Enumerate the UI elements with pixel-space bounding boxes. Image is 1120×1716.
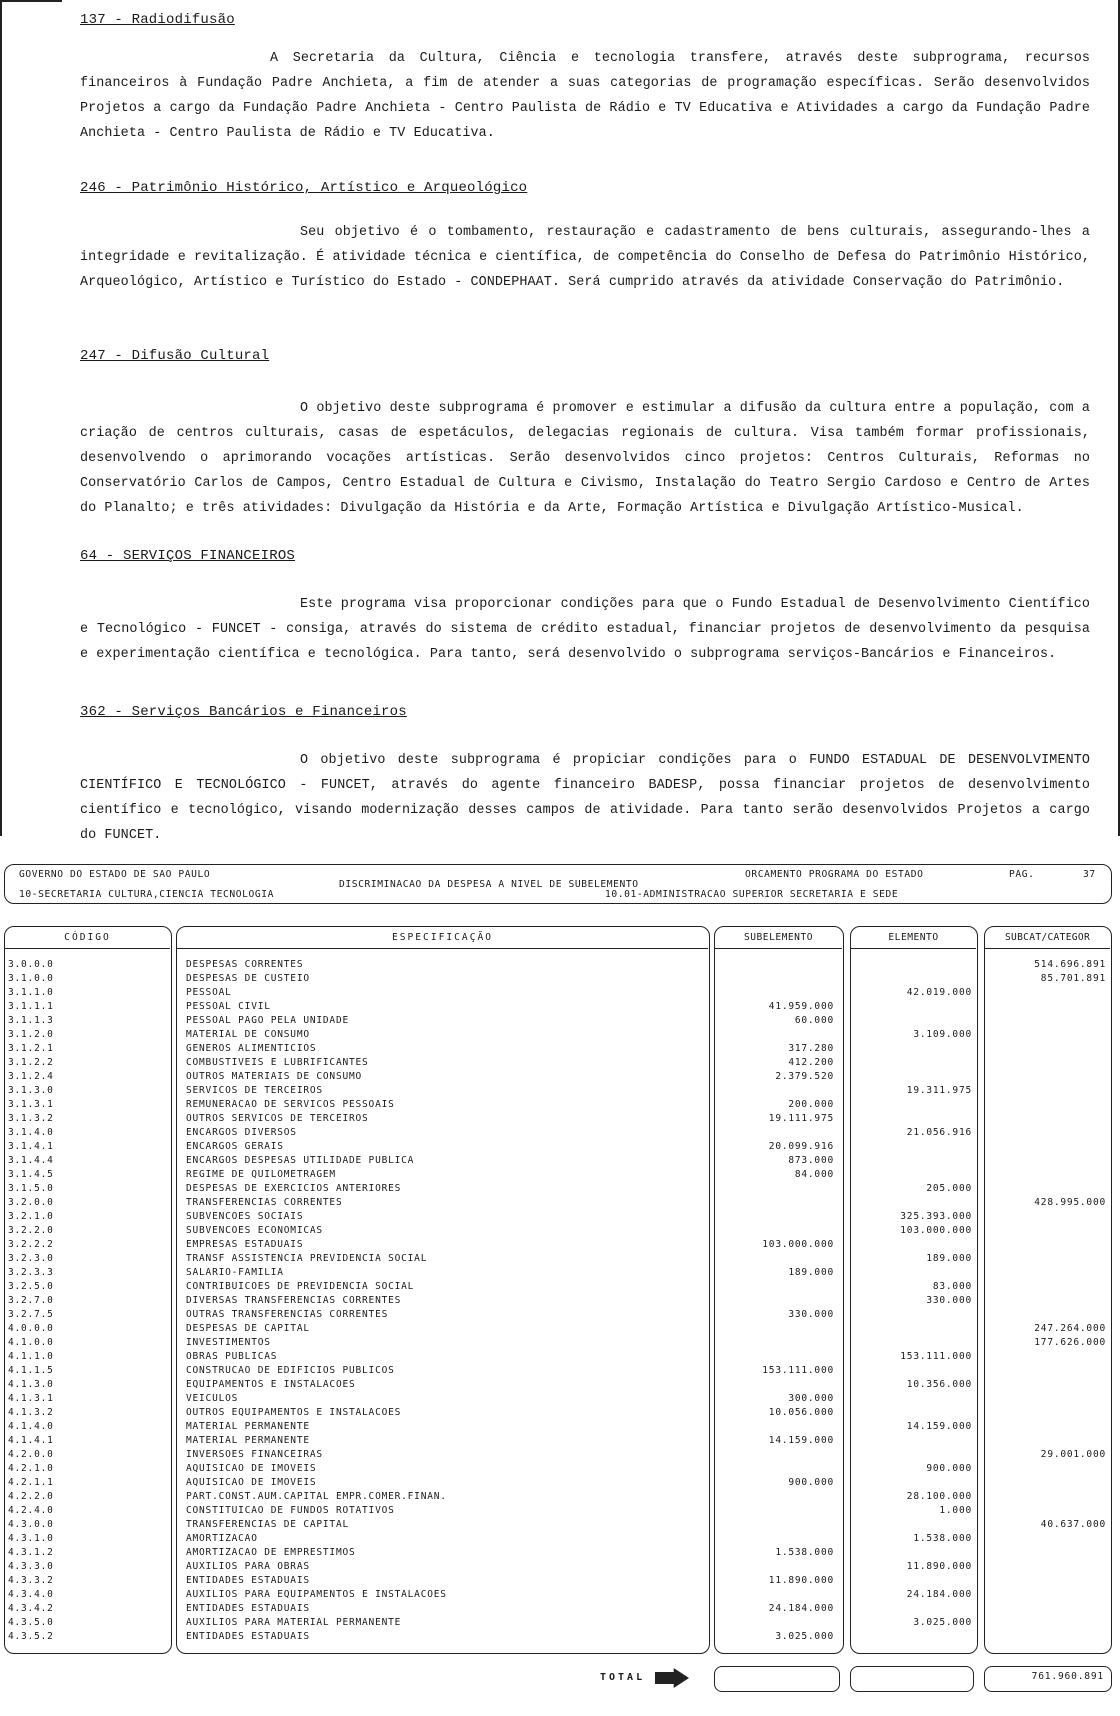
row-code: 3.2.3.3 [8,1267,54,1278]
row-code: 3.2.2.0 [8,1225,54,1236]
row-specification: MATERIAL DE CONSUMO [186,1029,310,1040]
table-row [4,972,1112,986]
row-specification: TRANSF ASSISTENCIA PREVIDENCIA SOCIAL [186,1253,428,1264]
row-specification: OUTROS SERVICOS DE TERCEIROS [186,1113,369,1124]
row-specification: CONSTITUICAO DE FUNDOS ROTATIVOS [186,1505,395,1516]
row-specification: COMBUSTIVEIS E LUBRIFICANTES [186,1057,369,1068]
row-specification: CONSTRUCAO DE EDIFICIOS PUBLICOS [186,1365,395,1376]
row-specification: AMORTIZACAO [186,1533,258,1544]
header-unit: 10.01-ADMINISTRACAO SUPERIOR SECRETARIA E SEDE [605,889,899,900]
table-row [4,1098,1112,1112]
table-row [4,1392,1112,1406]
row-code: 4.1.4.1 [8,1435,54,1446]
row-subelemento: 412.200 [788,1057,834,1068]
row-subelemento: 60.000 [794,1015,834,1026]
row-code: 4.1.1.0 [8,1351,54,1362]
table-row [4,1280,1112,1294]
row-code: 3.1.3.2 [8,1113,54,1124]
table-row [4,1504,1112,1518]
row-specification: PESSOAL PAGO PELA UNIDADE [186,1015,349,1026]
row-specification: ENCARGOS DIVERSOS [186,1127,297,1138]
table-row [4,1336,1112,1350]
row-code: 4.2.4.0 [8,1505,54,1516]
row-subelemento: 3.025.000 [775,1631,834,1642]
table-row [4,958,1112,972]
row-code: 3.1.2.2 [8,1057,54,1068]
row-specification: ENTIDADES ESTADUAIS [186,1631,310,1642]
column-header-elemento: ELEMENTO [851,927,976,949]
table-row [4,1042,1112,1056]
row-elemento: 11.890.000 [906,1561,972,1572]
table-row [4,1602,1112,1616]
row-specification: REMUNERACAO DE SERVICOS PESSOAIS [186,1099,395,1110]
row-specification: SUBVENCOES SOCIAIS [186,1211,304,1222]
row-code: 4.1.3.0 [8,1379,54,1390]
row-code: 3.1.2.4 [8,1071,54,1082]
row-code: 3.1.1.3 [8,1015,54,1026]
row-elemento: 189.000 [926,1253,972,1264]
row-specification: DESPESAS DE CUSTEIO [186,973,310,984]
row-specification: OUTROS EQUIPAMENTOS E INSTALACOES [186,1407,402,1418]
row-code: 4.3.3.0 [8,1561,54,1572]
row-code: 4.2.1.0 [8,1463,54,1474]
row-code: 4.3.1.0 [8,1533,54,1544]
row-elemento: 21.056.916 [906,1127,972,1138]
total-subelemento-box [714,1666,840,1692]
row-specification: ENTIDADES ESTADUAIS [186,1575,310,1586]
row-specification: DIVERSAS TRANSFERENCIAS CORRENTES [186,1295,402,1306]
section-paragraph-362: O objetivo deste subprograma é propiciar condições para o FUNDO ESTADUAL DE DESENVOLVIMENTO CIENTÍFICO E TECNOLÓGICO - FUNCET, através do agente financeiro BADESP, possa financiar projetos de desenvolvimento científico e tecnológico, visando modernização desses campos de atividade. Para tanto serão desenvolvidos Projetos a cargo do FUNCET. [80,753,1090,843]
row-subcat: 514.696.891 [1034,959,1106,970]
row-code: 3.1.3.1 [8,1099,54,1110]
table-row [4,1364,1112,1378]
section-heading-64: 64 - SERVIÇOS FINANCEIROS [80,548,296,564]
table-row [4,1308,1112,1322]
table-row [4,1210,1112,1224]
row-specification: INVESTIMENTOS [186,1337,271,1348]
table-row [4,1154,1112,1168]
row-specification: OUTRAS TRANSFERENCIAS CORRENTES [186,1309,389,1320]
row-subelemento: 84.000 [794,1169,834,1180]
row-subcat: 247.264.000 [1034,1323,1106,1334]
row-code: 3.1.3.0 [8,1085,54,1096]
table-row [4,1588,1112,1602]
table-row [4,1532,1112,1546]
table-row [4,1168,1112,1182]
row-code: 3.1.2.1 [8,1043,54,1054]
table-row [4,1252,1112,1266]
header-page-number: 37 [1083,869,1096,880]
column-header-code: CÓDIGO [5,927,170,949]
row-specification: PART.CONST.AUM.CAPITAL EMPR.COMER.FINAN. [186,1491,447,1502]
row-code: 4.3.3.2 [8,1575,54,1586]
row-specification: EMPRESAS ESTADUAIS [186,1239,304,1250]
total-elemento-box [850,1666,974,1692]
row-specification: AUXILIOS PARA EQUIPAMENTOS E INSTALACOES [186,1589,447,1600]
row-subcat: 29.001.000 [1040,1449,1106,1460]
row-subelemento: 10.056.000 [768,1407,834,1418]
table-row [4,1546,1112,1560]
row-code: 3.2.3.0 [8,1253,54,1264]
column-header-subcat: SUBCAT/CATEGOR [985,927,1110,949]
row-specification: SERVICOS DE TERCEIROS [186,1085,323,1096]
row-elemento: 325.393.000 [900,1211,972,1222]
section-paragraph-247: O objetivo deste subprograma é promover e estimular a difusão da cultura entre a população, com a criação de centros culturais, casas de espetáculos, delegacias regionais de cultura. Visa também formar profissionais, desenvolvendo o aprimorando vocações artísticas. Serão desenvolvidos cinco projetos: Centros Culturais, Reformas no Conservatório Carlos de Campos, Centro Estadual de Cultura e Civismo, Instalação do Teatro Sergio Cardoso e Centro de Artes do Planalto; e três atividades: Divulgação da História e da Arte, Formação Artística e Divulgação Artístico-Musical. [80,401,1090,516]
row-specification: ENCARGOS DESPESAS UTILIDADE PUBLICA [186,1155,415,1166]
table-row [4,1070,1112,1084]
row-specification: AQUISICAO DE IMOVEIS [186,1477,317,1488]
row-specification: AMORTIZACAO DE EMPRESTIMOS [186,1547,356,1558]
row-code: 4.1.3.2 [8,1407,54,1418]
row-specification: TRANSFERENCIAS DE CAPITAL [186,1519,349,1530]
row-specification: SALARIO-FAMILIA [186,1267,284,1278]
row-code: 4.1.1.5 [8,1365,54,1376]
row-code: 3.2.7.5 [8,1309,54,1320]
row-code: 3.1.4.1 [8,1141,54,1152]
row-specification: DESPESAS CORRENTES [186,959,304,970]
row-code: 4.1.0.0 [8,1337,54,1348]
row-code: 3.1.0.0 [8,973,54,984]
table-row [4,1322,1112,1336]
row-code: 4.1.4.0 [8,1421,54,1432]
row-code: 3.2.1.0 [8,1211,54,1222]
row-specification: INVERSOES FINANCEIRAS [186,1449,323,1460]
row-subelemento: 300.000 [788,1393,834,1404]
row-specification: TRANSFERENCIAS CORRENTES [186,1197,343,1208]
table-row [4,1350,1112,1364]
row-elemento: 153.111.000 [900,1351,972,1362]
header-budget-title: ORCAMENTO PROGRAMA DO ESTADO [745,869,924,880]
row-code: 3.1.1.1 [8,1001,54,1012]
row-code: 4.3.4.2 [8,1603,54,1614]
header-government: GOVERNO DO ESTADO DE SAO PAULO [19,869,211,880]
row-subelemento: 14.159.000 [768,1435,834,1446]
row-code: 3.1.4.5 [8,1169,54,1180]
row-code: 3.1.4.0 [8,1127,54,1138]
row-code: 4.3.5.0 [8,1617,54,1628]
row-code: 3.2.7.0 [8,1295,54,1306]
table-row [4,1616,1112,1630]
row-subelemento: 24.184.000 [768,1603,834,1614]
table-row [4,1126,1112,1140]
row-code: 4.3.0.0 [8,1519,54,1530]
row-specification: ENCARGOS GERAIS [186,1141,284,1152]
row-specification: EQUIPAMENTOS E INSTALACOES [186,1379,356,1390]
table-row [4,1462,1112,1476]
row-code: 4.0.0.0 [8,1323,54,1334]
row-specification: SUBVENCOES ECONOMICAS [186,1225,323,1236]
expense-table [4,926,1112,1654]
row-specification: DESPESAS DE EXERCICIOS ANTERIORES [186,1183,402,1194]
table-row [4,1560,1112,1574]
row-subcat: 177.626.000 [1034,1337,1106,1348]
section-paragraph-246: Seu objetivo é o tombamento, restauração e cadastramento de bens culturais, assegurando-lhes a integridade e revitalização. É atividade técnica e científica, de competência do Conselho de Defesa do Patrimônio Histórico, Arqueológico, Artístico e Turístico do Estado - CONDEPHAAT. Será cumprido através da atividade Conservação do Patrimônio. [80,225,1090,290]
total-label: TOTAL [600,1672,646,1683]
table-row [4,1448,1112,1462]
table-row [4,1196,1112,1210]
row-code: 3.2.2.2 [8,1239,54,1250]
row-elemento: 3.109.000 [913,1029,972,1040]
row-subelemento: 153.111.000 [762,1365,834,1376]
row-specification: CONTRIBUICOES DE PREVIDENCIA SOCIAL [186,1281,415,1292]
row-specification: DESPESAS DE CAPITAL [186,1323,310,1334]
typed-page [0,0,1120,843]
row-specification: PESSOAL CIVIL [186,1001,271,1012]
table-row [4,1238,1112,1252]
row-subelemento: 20.099.916 [768,1141,834,1152]
table-row [4,1630,1112,1644]
table-row [4,1084,1112,1098]
table-row [4,1406,1112,1420]
table-row [4,1490,1112,1504]
header-secretaria: 10-SECRETARIA CULTURA,CIENCIA TECNOLOGIA [19,889,275,900]
row-subelemento: 2.379.520 [775,1071,834,1082]
row-subcat: 428.995.000 [1034,1197,1106,1208]
row-code: 3.0.0.0 [8,959,54,970]
printout-header [4,864,1112,904]
table-row [4,1518,1112,1532]
row-subelemento: 19.111.975 [768,1113,834,1124]
table-row [4,1140,1112,1154]
row-subelemento: 317.280 [788,1043,834,1054]
row-elemento: 205.000 [926,1183,972,1194]
row-code: 4.1.3.1 [8,1393,54,1404]
row-subelemento: 200.000 [788,1099,834,1110]
row-specification: OUTROS MATERIAIS DE CONSUMO [186,1071,363,1082]
table-row [4,1434,1112,1448]
row-elemento: 28.100.000 [906,1491,972,1502]
row-elemento: 1.000 [939,1505,972,1516]
row-subelemento: 330.000 [788,1309,834,1320]
table-row [4,1000,1112,1014]
section-paragraph-137: A Secretaria da Cultura, Ciência e tecnologia transfere, através deste subprograma, recursos financeiros à Fundação Padre Anchieta, a fim de atender a suas categorias de programação específicas. Serão desenvolvidos Projetos a cargo da Fundação Padre Anchieta - Centro Paulista de Rádio e TV Educativa e Atividades a cargo da Fundação Padre Anchieta - Centro Paulista de Rádio e TV Educativa. [80,51,1090,141]
section-heading-137: 137 - Radiodifusão [80,12,235,28]
row-subcat: 40.637.000 [1040,1519,1106,1530]
row-code: 3.1.1.0 [8,987,54,998]
row-elemento: 3.025.000 [913,1617,972,1628]
section-heading-246: 246 - Patrimônio Histórico, Artístico e Arqueológico [80,180,528,196]
row-elemento: 42.019.000 [906,987,972,998]
row-subelemento: 189.000 [788,1267,834,1278]
row-subelemento: 1.538.000 [775,1547,834,1558]
row-code: 4.3.4.0 [8,1589,54,1600]
section-heading-247: 247 - Difusão Cultural [80,348,270,364]
row-subelemento: 41.959.000 [768,1001,834,1012]
row-specification: GENEROS ALIMENTICIOS [186,1043,317,1054]
row-specification: MATERIAL PERMANENTE [186,1421,310,1432]
section-paragraph-64: Este programa visa proporcionar condições para que o Fundo Estadual de Desenvolvimento Científico e Tecnológico - FUNCET - consiga, através do sistema de crédito estadual, financiar projetos de desenvolvimento da pesquisa e experimentação científica e tecnológica. Para tanto, será desenvolvido o subprograma serviços-Bancários e Financeiros. [80,597,1090,662]
table-row [4,1574,1112,1588]
table-row [4,1476,1112,1490]
row-elemento: 19.311.975 [906,1085,972,1096]
row-specification: ENTIDADES ESTADUAIS [186,1603,310,1614]
row-code: 3.1.5.0 [8,1183,54,1194]
budget-printout [0,850,1120,1716]
total-value: 761.960.891 [1031,1671,1104,1682]
table-row [4,1266,1112,1280]
row-elemento: 1.538.000 [913,1533,972,1544]
row-specification: OBRAS PUBLICAS [186,1351,278,1362]
row-code: 3.1.2.0 [8,1029,54,1040]
table-row [4,1378,1112,1392]
page-edge [2,0,62,2]
row-subelemento: 873.000 [788,1155,834,1166]
row-code: 4.3.5.2 [8,1631,54,1642]
row-elemento: 83.000 [932,1281,972,1292]
row-code: 3.1.4.4 [8,1155,54,1166]
table-row [4,1294,1112,1308]
column-header-spec: ESPECIFICAÇÃO [177,927,708,949]
table-row [4,1224,1112,1238]
arrow-right-icon [655,1668,689,1688]
row-specification: REGIME DE QUILOMETRAGEM [186,1169,336,1180]
row-elemento: 330.000 [926,1295,972,1306]
row-elemento: 10.356.000 [906,1379,972,1390]
table-rows [4,958,1112,1644]
row-code: 4.2.0.0 [8,1449,54,1460]
row-specification: PESSOAL [186,987,232,998]
table-row [4,1014,1112,1028]
row-elemento: 14.159.000 [906,1421,972,1432]
table-row [4,1056,1112,1070]
row-code: 3.2.0.0 [8,1197,54,1208]
row-code: 3.2.5.0 [8,1281,54,1292]
row-subelemento: 11.890.000 [768,1575,834,1586]
row-elemento: 103.000.000 [900,1225,972,1236]
table-row [4,986,1112,1000]
row-specification: AUXILIOS PARA OBRAS [186,1561,310,1572]
row-specification: AUXILIOS PARA MATERIAL PERMANENTE [186,1617,402,1628]
header-page-label: PAG. [1009,869,1035,880]
row-subelemento: 103.000.000 [762,1239,834,1250]
section-heading-362: 362 - Serviços Bancários e Financeiros [80,704,407,720]
column-header-subelemento: SUBELEMENTO [715,927,842,949]
row-elemento: 24.184.000 [906,1589,972,1600]
table-row [4,1112,1112,1126]
table-row [4,1028,1112,1042]
row-specification: MATERIAL PERMANENTE [186,1435,310,1446]
row-subelemento: 900.000 [788,1477,834,1488]
header-report-title: DISCRIMINACAO DA DESPESA A NIVEL DE SUBELEMENTO [339,879,639,890]
row-elemento: 900.000 [926,1463,972,1474]
row-code: 4.2.2.0 [8,1491,54,1502]
table-row [4,1182,1112,1196]
row-specification: AQUISICAO DE IMOVEIS [186,1463,317,1474]
row-specification: VEICULOS [186,1393,239,1404]
table-row [4,1420,1112,1434]
row-subcat: 85.701.891 [1040,973,1106,984]
total-row [0,1666,1120,1706]
row-code: 4.2.1.1 [8,1477,54,1488]
row-code: 4.3.1.2 [8,1547,54,1558]
